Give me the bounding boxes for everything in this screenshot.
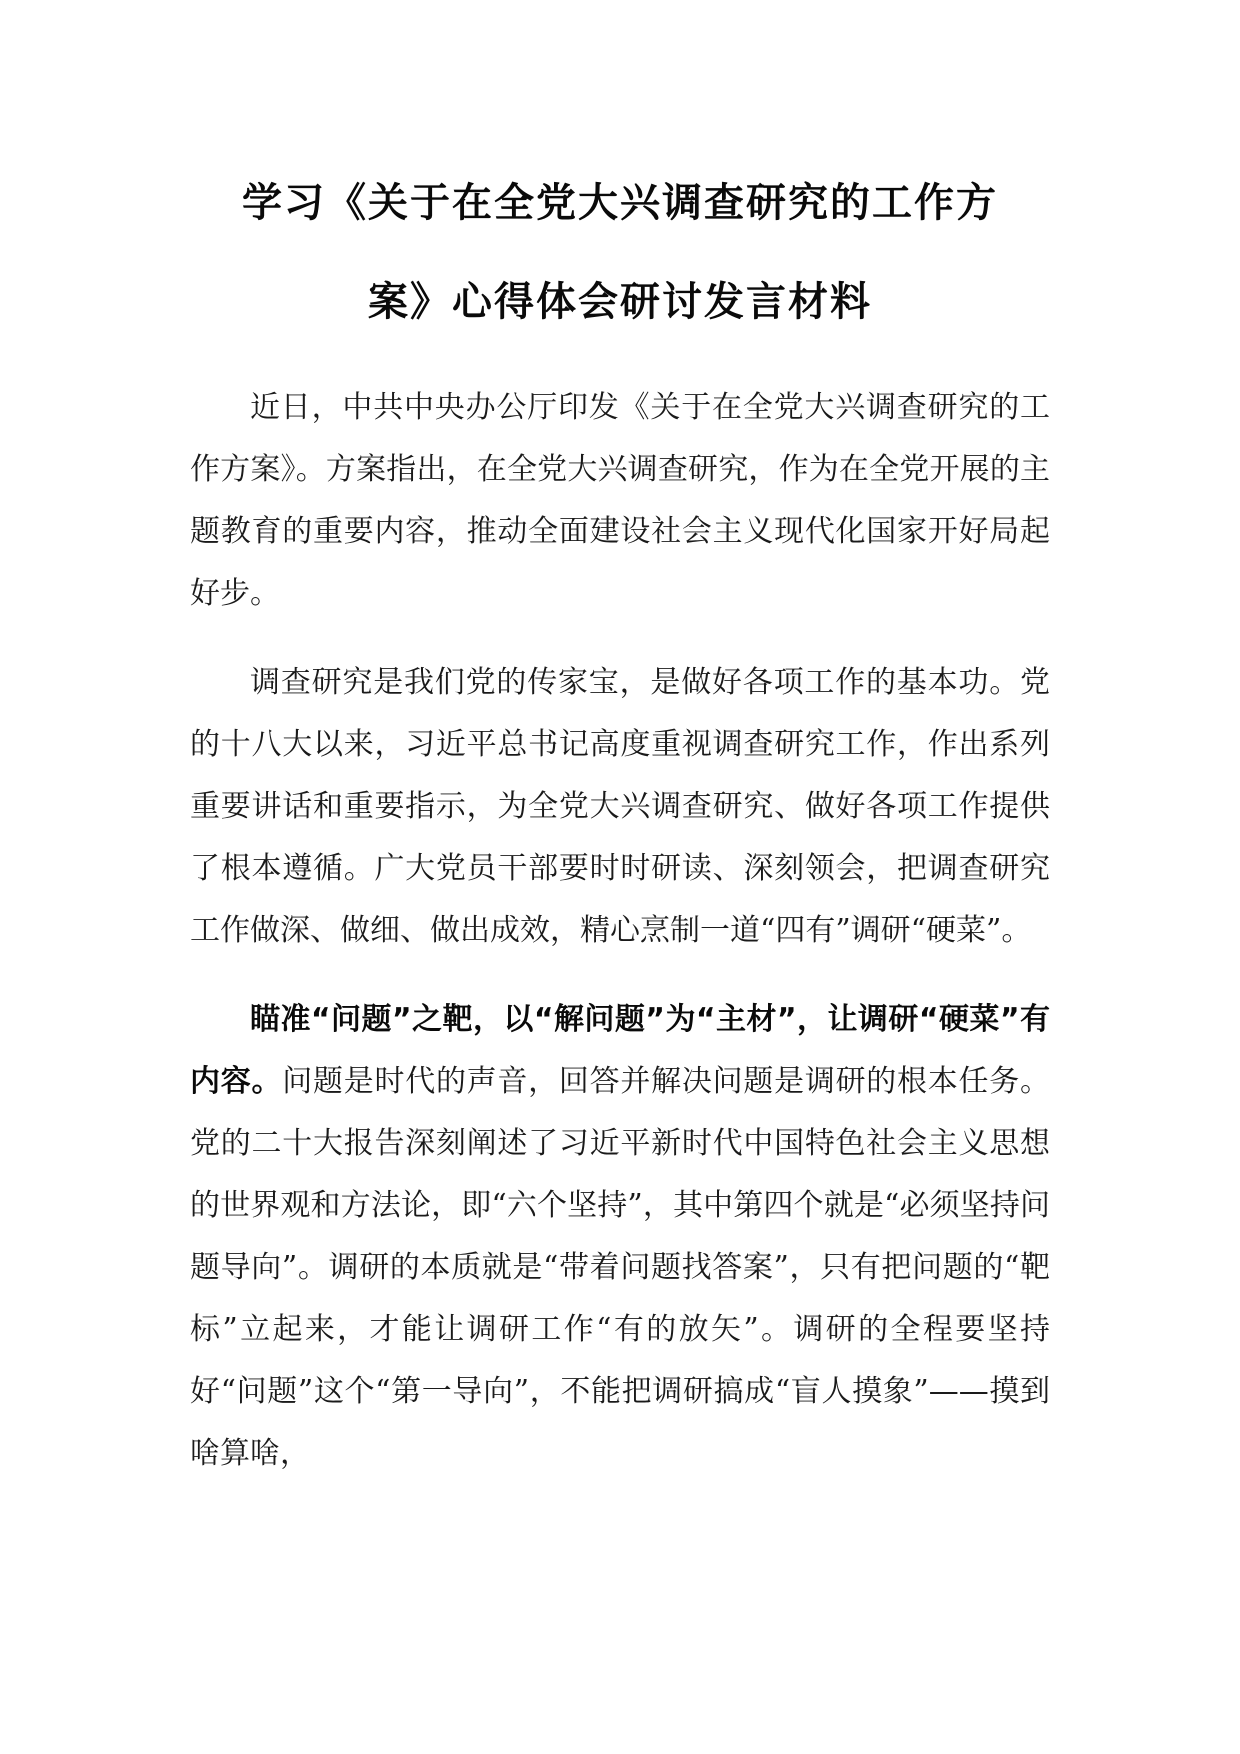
document-title-line-1: 学习《关于在全党大兴调查研究的工作方 bbox=[242, 180, 998, 226]
paragraph-3 bbox=[190, 989, 1050, 1485]
paragraph-1-text: 近日，中共中央办公厅印发《关于在全党大兴调查研究的工作方案》。方案指出，在全党大兴调查研究，作为在全党开展的主题教育的重要内容，推动全面建设社会主义现代化国家开好局起好步。 bbox=[190, 390, 1050, 611]
paragraph-3-text: 问题是时代的声音，回答并解决问题是调研的根本任务。党的二十大报告深刻阐述了习近平新时代中国特色社会主义思想的世界观和方法论，即“六个坚持”，其中第四个就是“必须坚持问题导向”。调研的本质就是“带着问题找答案”，只有把问题的“靶标”立起来，才能让调研工作“有的放矢”。调研的全程要坚持好“问题”这个“第一导向”，不能把调研搞成“盲人摸象”——摸到啥算啥， bbox=[190, 1064, 1051, 1471]
paragraph-2 bbox=[190, 652, 1050, 962]
paragraph-2-text: 调查研究是我们党的传家宝，是做好各项工作的基本功。党的十八大以来，习近平总书记高度重视调查研究工作，作出系列重要讲话和重要指示，为全党大兴调查研究、做好各项工作提供了根本遵循。广大党员干部要时时研读、深刻领会，把调查研究工作做深、做细、做出成效，精心烹制一道“四有”调研“硬菜”。 bbox=[190, 665, 1050, 948]
document-title-line-2: 案》心得体会研讨发言材料 bbox=[368, 279, 872, 325]
document-body bbox=[190, 377, 1050, 1512]
paragraph-3-lead: 瞄准“问题”之靶，以“解问题”为“主材”，让调研“硬菜”有内容。 bbox=[190, 1002, 1050, 1099]
paragraph-1 bbox=[190, 377, 1050, 625]
